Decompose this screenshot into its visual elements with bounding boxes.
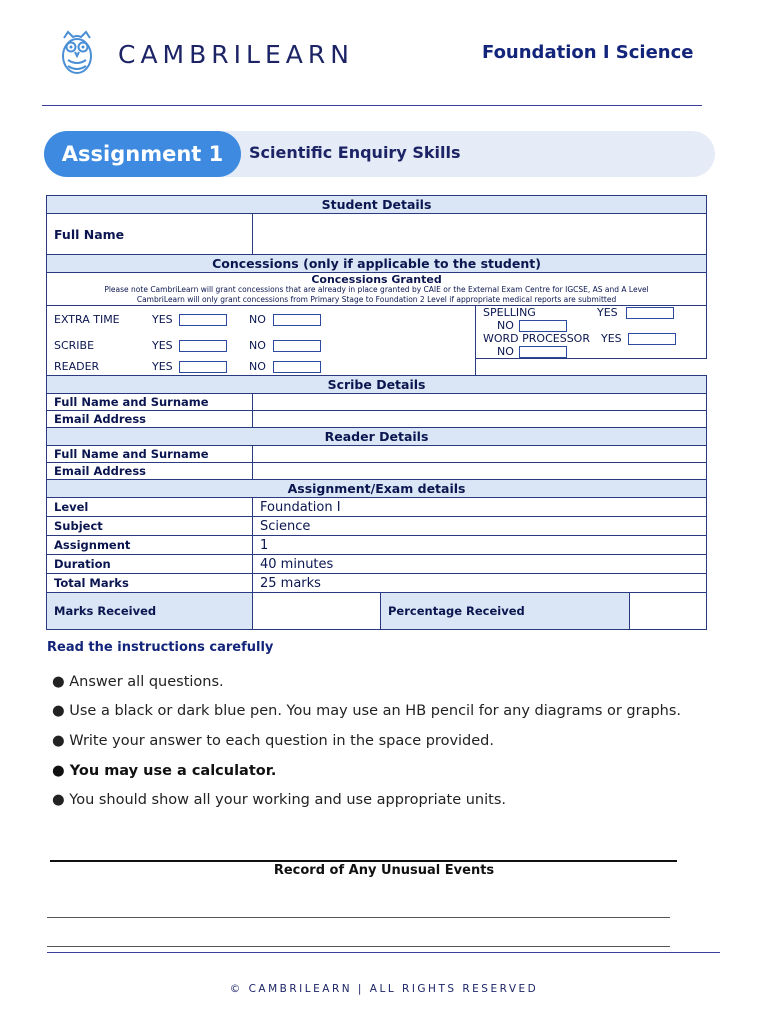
concessions-header: Concessions (only if applicable to the student) — [47, 255, 707, 273]
extra-time-yes-box[interactable] — [179, 314, 227, 326]
word-processor-label: WORD PROCESSOR — [483, 332, 590, 345]
scribe-email-field[interactable] — [253, 411, 707, 428]
spelling-label: SPELLING — [483, 306, 536, 319]
extra-time-yes-label: YES — [152, 312, 173, 326]
word-processor-no-label: NO — [497, 345, 514, 358]
reader-yes-box[interactable] — [179, 361, 227, 373]
header-divider — [42, 105, 702, 106]
assignment-label: Assignment — [47, 536, 253, 555]
reader-name-label: Full Name and Surname — [47, 446, 253, 463]
assignment-title: Scientific Enquiry Skills — [249, 143, 461, 162]
scribe-yes-label: YES — [152, 338, 173, 352]
assignment-value: 1 — [253, 536, 707, 555]
brand-name: CAMBRILEARN — [118, 40, 354, 69]
instruction-item-calculator: ● You may use a calculator. — [52, 763, 277, 779]
scribe-no-box[interactable] — [273, 340, 321, 352]
full-name-field[interactable] — [253, 214, 707, 255]
record-heading: Record of Any Unusual Events — [273, 863, 495, 878]
spelling-no-label: NO — [497, 319, 514, 332]
level-label: Level — [47, 498, 253, 517]
concessions-granted-label: Concessions Granted — [311, 273, 442, 286]
percentage-received-label: Percentage Received — [381, 593, 630, 630]
spelling-yes-box[interactable] — [626, 307, 674, 319]
writing-line[interactable] — [47, 917, 670, 918]
marks-received-field[interactable] — [253, 593, 381, 630]
word-processor-yes-label: YES — [601, 332, 622, 345]
student-form — [46, 195, 707, 630]
instructions-heading: Read the instructions carefully — [47, 640, 274, 655]
owl-icon — [58, 30, 96, 76]
footer-divider — [47, 952, 720, 953]
extra-time-no-label: NO — [249, 312, 266, 326]
instruction-item: ● You should show all your working and use appropriate units. — [52, 792, 507, 808]
duration-value: 40 minutes — [253, 555, 707, 574]
extra-time-label: EXTRA TIME — [54, 312, 120, 326]
subject-value: Science — [253, 517, 707, 536]
instruction-item: ● Use a black or dark blue pen. You may use an HB pencil for any diagrams or graphs. — [52, 703, 682, 719]
reader-no-label: NO — [249, 360, 266, 374]
scribe-label: SCRIBE — [54, 338, 95, 352]
marks-received-label: Marks Received — [47, 593, 253, 630]
word-processor-no-box[interactable] — [519, 346, 567, 358]
concessions-note-1: Please note CambriLearn will grant concessions that are already in place granted by CAIE or the External Exam Centre for IGCSE, AS and A Level — [104, 285, 649, 294]
reader-no-box[interactable] — [273, 361, 321, 373]
writing-line[interactable] — [47, 946, 670, 947]
instruction-item: ● Write your answer to each question in the space provided. — [52, 733, 494, 749]
extra-time-no-box[interactable] — [273, 314, 321, 326]
assignment-pill: Assignment 1 — [44, 131, 241, 177]
course-title: Foundation I Science — [482, 42, 694, 63]
duration-label: Duration — [47, 555, 253, 574]
reader-email-field[interactable] — [253, 463, 707, 480]
assignment-banner — [44, 131, 715, 177]
scribe-no-label: NO — [249, 338, 266, 352]
percentage-received-field[interactable] — [630, 593, 707, 630]
reader-name-field[interactable] — [253, 446, 707, 463]
student-details-header: Student Details — [47, 196, 707, 214]
total-marks-label: Total Marks — [47, 574, 253, 593]
scribe-details-header: Scribe Details — [47, 376, 707, 394]
reader-details-header: Reader Details — [47, 428, 707, 446]
concessions-note-2: CambriLearn will only grant concessions from Primary Stage to Foundation 2 Level if appropriate medical reports are submitted — [136, 295, 617, 304]
scribe-name-label: Full Name and Surname — [47, 394, 253, 411]
level-value: Foundation I — [253, 498, 707, 517]
reader-email-label: Email Address — [47, 463, 253, 480]
scribe-email-label: Email Address — [47, 411, 253, 428]
full-name-label: Full Name — [47, 214, 253, 255]
total-marks-value: 25 marks — [253, 574, 707, 593]
exam-details-header: Assignment/Exam details — [47, 480, 707, 498]
page-header — [0, 0, 768, 110]
footer-copyright: © CAMBRILEARN | ALL RIGHTS RESERVED — [229, 983, 539, 995]
subject-label: Subject — [47, 517, 253, 536]
scribe-yes-box[interactable] — [179, 340, 227, 352]
word-processor-yes-box[interactable] — [628, 333, 676, 345]
reader-yes-label: YES — [152, 360, 173, 374]
spelling-no-box[interactable] — [519, 320, 567, 332]
reader-label: READER — [54, 360, 100, 374]
spelling-yes-label: YES — [597, 306, 618, 319]
scribe-name-field[interactable] — [253, 394, 707, 411]
instruction-item: ● Answer all questions. — [52, 674, 224, 690]
record-top-rule — [50, 860, 677, 862]
